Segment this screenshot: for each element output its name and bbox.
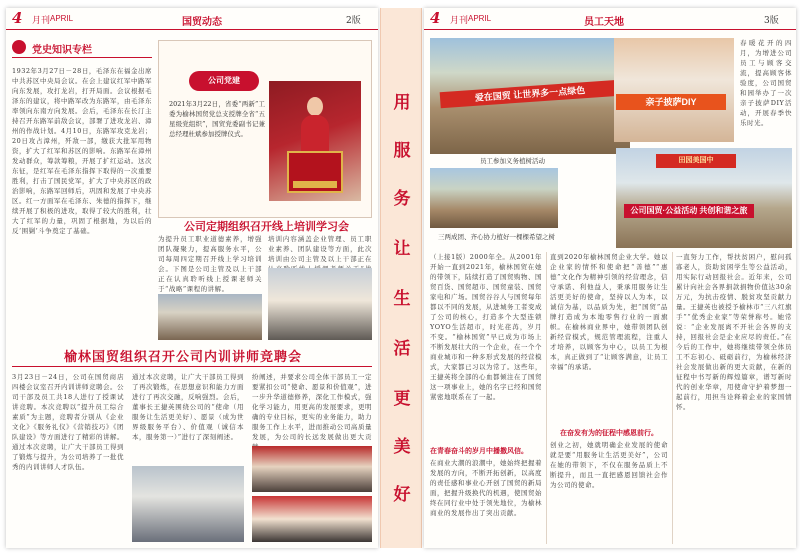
article-subhead: 在奋发有为的征程中感恩前行。 [560,428,658,437]
issue-month: APRIL [50,14,74,23]
party-building-box [158,40,372,218]
slogan-char: 更 [393,389,411,409]
award-photo [269,81,361,201]
section-title: 员工天地 [584,17,624,28]
person-figure [301,115,329,155]
issue-kan: 月刊 [450,16,469,26]
article-text: 创业之初，她就明确企业发展的使命就是要“用服务让生活更美好”，公司在她的带领下，不仅在服务品质上不断提升，而且一直把感恩回馈社会作为公司的使命。 [550,441,668,489]
photo-caption: 三两成团、齐心协力植好一棵棵希望之树 [438,233,555,241]
divider [12,366,372,367]
left-page [6,8,378,548]
slogan-char: 好 [393,485,411,505]
slogan-char: 活 [393,339,411,359]
section-title: 国贸动态 [182,17,222,28]
page-number: 3版 [764,16,779,26]
slogan-char: 用 [393,93,411,113]
knowledge-column-header [12,38,152,56]
person-figure [307,97,323,116]
divider [546,252,547,544]
flag-icon [12,40,26,54]
article-text: 培训内容涵盖企业管理、员工职业素养、团队建设等方面，此次培训由公司主管及以上干部正在 [268,235,372,263]
slogan-spine [380,8,422,548]
slogan-char: 让 [393,239,411,259]
divider [672,252,673,544]
group-photo [616,148,792,248]
tree-planting-photo [430,168,558,228]
left-page-header [6,8,378,30]
photo-banner: 爱在国贸 让世界多一点绿色 [440,80,621,109]
divider [12,57,152,58]
article-text: 直到2020年榆林国贸企业大学。她以企业家的情怀和使命把“善德”“惠德”文化作为精神引领的经营理念，信守承诺、利他益人，秉承用服务让生活更美好的使命，坚持以人为本，以诚信为基，以品质为先，把“国贸”品牌打造成为本地零售行业的一面旗帜。在榆林商业界中，她带领团队创新经营模式，规范管理流程，注重人才培养，以顾客为中心，以员工为根本，真正做到了“让顾客满意，让员工幸福”的承诺。 [550,253,668,371]
issue-number: 4 [12,9,23,27]
right-page-header [424,8,796,30]
meeting-photo [268,268,372,340]
award-plaque [287,151,343,193]
photo-sign: 田园美国中 [656,154,736,168]
party-building-title: 公司党建 [189,71,259,91]
training-photo [132,466,244,542]
slogan-char: 务 [393,189,411,209]
article-headline: 榆林国贸组织召开公司内训讲师竞聘会 [64,350,303,365]
slogan-char: 服 [393,141,411,161]
photo-banner: 亲子披萨DIY [616,94,726,110]
training-photo [252,446,372,492]
right-page [424,8,796,548]
slogan-char: 美 [393,437,411,457]
article-text: 一直努力工作，帮扶贫困户，慰问孤寡老人，资助贫困学生等公益活动，用实际行动回报社会。近年来，公司累计向社会各界捐款捐物价值达30余万元，为抗击疫情、脱贫攻坚贡献力量。王捷英也被授予榆林市“三八红旗手”“优秀企业家”等荣誉称号。她常说：“企业发展离不开社会各界的支持，回报社会是企业应尽的责任。”在今后的工作中，她将继续带领全体员工不忘初心、砥砺前行，为榆林经济社会发展做出新的更大贡献，在新的征程中书写新的辉煌篇章，谱写新时代的创业华章，用使命守护着梦想一起前行，用担当诠释着企业的家国情怀。 [676,253,792,411]
tree-planting-photo [430,38,630,154]
issue-number: 4 [430,9,441,27]
knowledge-column-title: 党史知识专栏 [32,45,92,56]
article-text: 3月23日－24日，公司在国贸商店四楼会议室召开内训讲师竞聘会。公司干部及员工共18人进行了授课试讲竞聘。本次竞聘以“提升员工综合素质”为主题，竞聘者分别从《企业文化》《服务礼仪》《营销技巧》《团队建设》等方面进行了精彩的讲解。通过本次竞聘，让广大干部员工得到了锻炼与提升，为公司培养了一批优秀的内训讲师人才队伍。 [12,373,124,471]
meeting-photo [158,294,262,340]
page-number: 2版 [346,16,361,26]
article-subhead: 在青春奋斗的岁月中播撒风信。 [430,446,528,455]
article-text: （上接1版）2000年全。从2001年开始一直到2021年，榆林国贸在她的带领下，陆续打造了国贸购物、国贸百货、国贸超市、国贸童装、国贸家电和广场。国贸谷谷人与国贸每年都以不同的发展，从进城务工者变成了公司的核心，打造多个大型连锁YOYO生活超市，时光荏苒，岁月不变。“榆林国贸”早已成为市场上不断发展壮大的一个企业，在一个个商业城市和一种多形式发展的经营模式，大家都已习以为常了。这些年，王捷英将全部的心血都倾注在了国贸这一项事业上，她的名字已经和国贸紧密地联系在了一起。 [430,253,542,401]
article-text: 为提升员工职业道德素养，增强团队凝聚力，提高服务水平，公司每周四定期召开线上学习培训会。下图是公司主管及以上干部正在认真聆听线上授课老师关于“战略”课程的讲解。 [158,235,262,293]
knowledge-column-text: 1932年3月27日－28日，毛泽东在福金出席中共苏区中央局会议。在会上建议红军中路军向东发展，攻打龙岩，打开局面。会议根据毛泽东的建议，将中路军改为东路军，由毛泽东率领向东南方向发展。会后，毛泽东在长汀主持召开东路军前敌会议，部署了进攻龙岩、漳州的作战计划。4月10日，东路军攻克龙岩；20日攻占漳州，歼敌一部，缴获大批军用物资，扩大了红军和苏区的影响。东路军在漳州发动群众，筹款筹粮，开展了扩红运动。这次东征，是红军在毛泽东指挥下取得的一次重要胜利，打击了国民党军，扩大了中央苏区的政治影响，东路军回师后，巩固和发展了中央苏区。红一方面军在毛泽东、朱德的指挥下，继续开展了积极的进攻，取得了较大的胜利，壮大了红军的力量，巩固了根据地，为以后的反‘围剿’斗争奠定了基础。 [12,67,152,235]
intro-text: 春暖花开的四月，为增进公司员工与顾客交流，提高顾客体验度，公司国贸和园举办了一次亲子披萨DIY活动，开展春季快乐时光。 [740,39,792,127]
training-photo [252,496,372,542]
photo-caption: 员工参加义务植树活动 [480,157,545,165]
article-text: 纷阐述，并要求公司全体干部员工一定要紧扣公司“使命、愿景和价值观”，进一步升华道德修养，深化工作模式，强化学习能力，用更高的发展要求，更明确的专业目标，更实的业务能力，助力服务工作上水平，进而推动公司高质量发展，为公司的长远发展做出更大贡 [252,373,372,441]
article-text: 在商业大潮的浪潮中，她始终把握着发展的方向，不断开拓创新，以高度的责任感和事业心开创了国贸的新局面，把握升级换代的机遇，使国贸始终在同行业中处于领先地位，为榆林商业的发展作出了突出贡献。 [430,459,542,517]
photo-banner: 公司国贸·公益活动 共创和谐之旅 [624,204,754,218]
slogan-char: 生 [393,289,411,309]
parent-child-photo [614,38,734,142]
party-building-caption: 2021年3月22日，省委“两新”工委为榆林国贸党总支授牌全省“五星级党组织”，国贸党委副书记兼总经理杜斌参加授牌仪式。 [169,100,265,138]
article-text: 通过本次竞聘，让广大干部员工得到了再次锻炼，在思想意识和能力方面进行了再次交融，反响强烈。会后，董事长王捷英围绕公司的“使命（用服务让生活更美好）、愿景（成为世界级服务平台）、价值观（诚信本本，服务第一）”进行了深刻阐述。 [132,373,244,441]
issue-kan: 月刊 [32,16,51,26]
issue-month: APRIL [468,14,492,23]
article-headline: 公司定期组织召开线上培训学习会 [184,220,349,233]
